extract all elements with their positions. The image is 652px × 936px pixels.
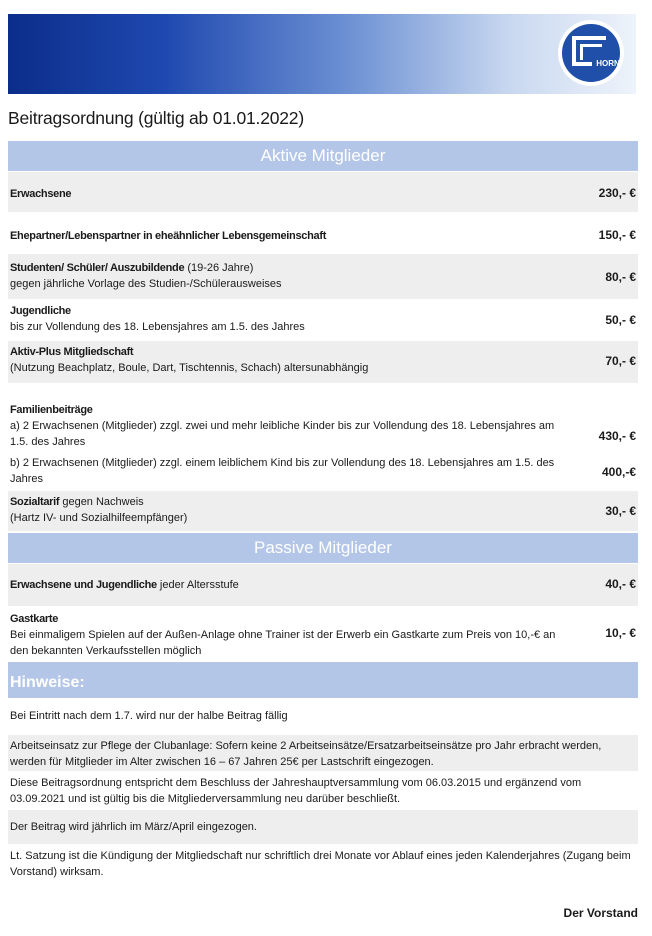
fee-title: Aktiv-Plus Mitgliedschaft	[10, 346, 134, 358]
fee-desc: Bei einmaligem Spielen auf der Außen-Anlage ohne Trainer ist der Erwerb ein Gastkarte zum Preis von 10,-€ an den bekannten Verkaufsstellen möglich	[10, 629, 556, 657]
header-banner	[8, 14, 636, 94]
note-einzug: Der Beitrag wird jährlich im März/April eingezogen.	[8, 810, 638, 844]
fee-desc: bis zur Vollendung des 18. Lebensjahres am 1.5. des Jahres	[10, 321, 305, 333]
note-kuendigung: Lt. Satzung ist die Kündigung der Mitgliedschaft nur schriftlich drei Monate vor Ablauf eines jeden Kalenderjahres (Zugang beim Vorstand) wirksam.	[10, 850, 631, 878]
svg-text:HORN: HORN	[596, 59, 620, 68]
fee-title-suffix: (19-26 Jahre)	[184, 262, 254, 274]
fee-price: 80,- €	[605, 270, 636, 284]
fee-row-ehepartner	[8, 212, 638, 254]
fee-desc: (Hartz IV- und Sozialhilfeempfänger)	[10, 512, 188, 524]
fee-row-sozialtarif	[8, 491, 638, 531]
fee-desc: (Nutzung Beachplatz, Boule, Dart, Tischtennis, Schach) altersunabhängig	[10, 362, 369, 374]
hinweise-label: Hinweise:	[10, 674, 85, 691]
fee-title: Erwachsene und Jugendliche	[10, 579, 157, 591]
fee-price-b: 400,-€	[601, 465, 636, 479]
fee-row-aktiv-plus	[8, 341, 638, 383]
fee-price: 10,- €	[605, 626, 636, 640]
fee-title: Jugendliche	[10, 305, 71, 317]
fee-title: Gastkarte	[10, 613, 59, 625]
fee-row-erwachsene	[8, 172, 638, 212]
fee-title: Erwachsene	[10, 188, 72, 200]
fee-title: Ehepartner/Lebenspartner in eheähnlicher Lebensgemeinschaft	[10, 230, 327, 242]
note-arbeitseinsatz: Arbeitseinsatz zur Pflege der Clubanlage: Sofern keine 2 Arbeitseinsätze/Ersatzarbeitseinsätze pro Jahr erbracht werden, werden für Mitglieder im Alter zwischen 16 – 67 Jahren 25€ per Lastschrift eingezogen.	[8, 735, 638, 771]
fee-desc-b: b) 2 Erwachsenen (Mitglieder) zzgl. einem leiblichem Kind bis zur Vollendung des 18. Lebensjahres am 1.5. des Jahres	[10, 457, 555, 485]
club-logo	[558, 20, 624, 86]
fee-desc: gegen jährliche Vorlage des Studien-/Schülerausweises	[10, 278, 282, 290]
signature: Der Vorstand	[563, 906, 638, 920]
fee-title: Sozialtarif	[10, 496, 60, 508]
fee-desc-a: a) 2 Erwachsenen (Mitglieder) zzgl. zwei und mehr leibliche Kinder bis zur Vollendung des 18. Lebensjahres am 1.5. des Jahres	[10, 420, 555, 448]
fee-row-familie	[8, 383, 638, 491]
fee-title-suffix: jeder Altersstufe	[156, 579, 239, 591]
fee-price: 70,- €	[605, 354, 636, 368]
fee-row-gastkarte	[8, 606, 638, 662]
fee-row-passiv-erwachsene	[8, 564, 638, 606]
horn-logo-icon	[560, 22, 622, 84]
fee-title: Familienbeiträge	[10, 404, 93, 416]
section-heading-aktive: Aktive Mitglieder	[8, 141, 638, 171]
fee-price: 40,- €	[605, 577, 636, 591]
fee-title: Studenten/ Schüler/ Auszubildende	[10, 262, 185, 274]
fee-price: 150,- €	[598, 228, 636, 242]
section-heading-hinweise	[8, 662, 638, 698]
page-title: Beitragsordnung (gültig ab 01.01.2022)	[8, 108, 304, 128]
note-beschluss: Diese Beitragsordnung entspricht dem Beschluss der Jahreshauptversammlung vom 06.03.2015 und ergänzend vom 03.09.2021 und ist gültig bis die Mitgliederversammlung neu darüber beschließt.	[10, 777, 582, 805]
fee-title-suffix: gegen Nachweis	[59, 496, 144, 508]
note-halber-beitrag: Bei Eintritt nach dem 1.7. wird nur der halbe Beitrag fällig	[10, 710, 288, 722]
fee-row-jugendliche	[8, 299, 638, 341]
section-heading-passive: Passive Mitglieder	[8, 533, 638, 563]
fee-price-a: 430,- €	[598, 429, 636, 443]
fee-price: 30,- €	[605, 504, 636, 518]
fee-row-studenten	[8, 254, 638, 299]
fee-price: 230,- €	[598, 186, 636, 200]
fee-price: 50,- €	[605, 313, 636, 327]
